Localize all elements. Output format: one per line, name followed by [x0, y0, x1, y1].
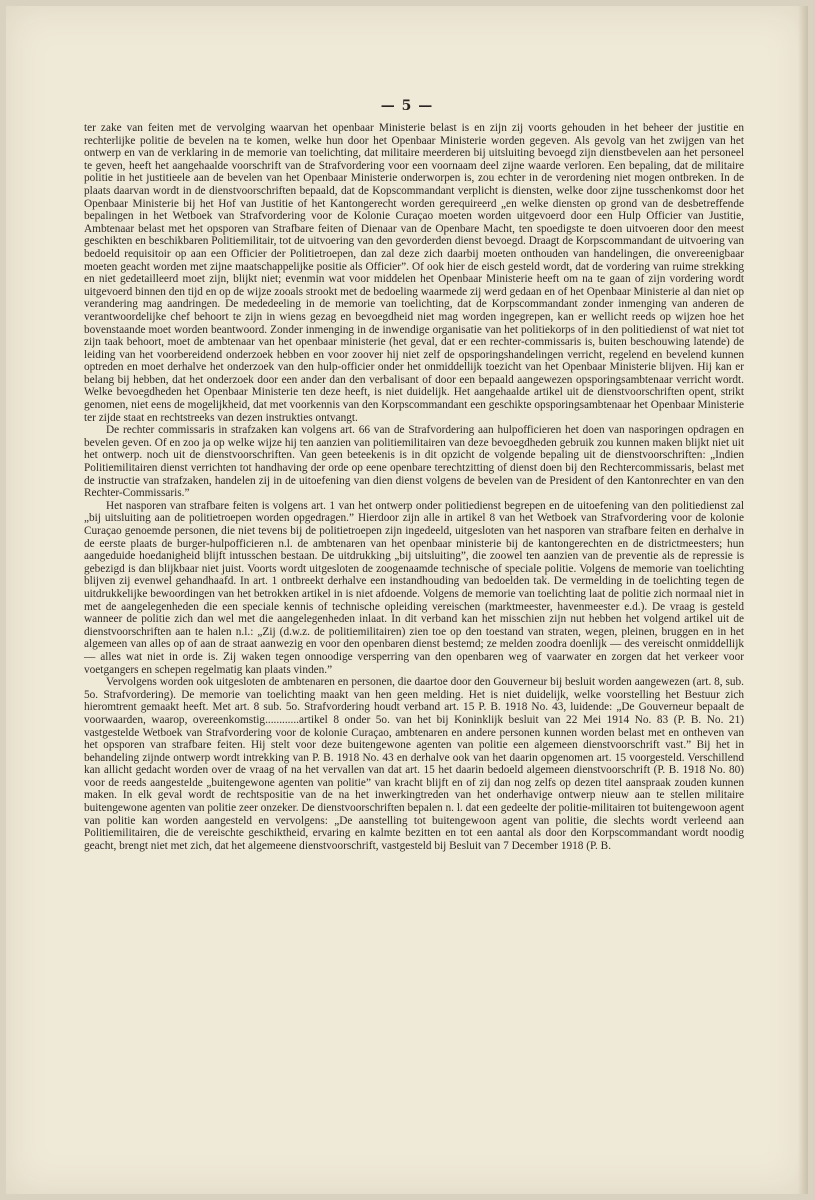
- paragraph-continuation: ter zake van feiten met de vervolging waarvan het openbaar Ministerie belast is en zijn zij voorts gehouden in het beheer der justitie en rechterlijke politie de bevelen na te komen, welke hun door het Openbaar Ministerie worden gegeven. Als gevolg van het zwijgen van het ontwerp en van de verklaring in de memorie van toelichting, dat militaire meerderen bij uitsluiting bevoegd zijn dienstbevelen aan het personeel te geven, heeft het aangehaalde voorschrift van de Strafvordering voor een voornaam deel zijne waarde verloren. Een bepaling, dat de militaire politie in het justitieele aan de bevelen van het Openbaar Ministerie onderworpen is, zou echter in de verordening niet mogen ontbreken. In de plaats daarvan wordt in de dienstvoorschriften bepaald, dat de Kopscommandant verplicht is diensten, welke door zijne tusschenkomst door het Openbaar Ministerie bij het Hof van Justitie of het Kantongerecht worden gerequireerd „en welke diensten op grond van de desbetreffende bepalingen in het Wetboek van Strafvordering voor de Kolonie Curaçao moeten worden uitgevoerd door een Hulp Officier van Justitie, Ambtenaar belast met het opsporen van Strafbare feiten of Dienaar van de Openbare Macht, ten spoedigste te doen uitvoeren door den meest geschikten en beschikbaren Politiemilitair, tot de uitvoering van den gevorderden dienst bevoegd. Draagt de Korpscommandant de uitvoering van bedoeld requisitoir op aan een Officier der Politietroepen, dan zal deze zich daarbij moeten onthouden van handelingen, die onvereenigbaar moeten geacht worden met zijne maatschappelijke positie als Officier”. Of ook hier de eisch gesteld wordt, dat de vordering van ruime strekking en niet gedetailleerd moet zijn, blijkt niet; evenmin wat voor middelen het Openbaar Ministerie heeft om na te gaan of zijn vordering wordt uitgevoerd binnen den tijd en op de wijze zooals strookt met de bedoeling waarmede zij werd gedaan en of het Openbaar Ministerie al dan niet op verandering mag aandringen. De mededeeling in de memorie van toelichting, dat de Korpscommandant zonder inmenging van anderen de verantwoordelijke chef behoort te zijn in wiens gezag en bevoegdheid niet mag worden ingegrepen, kan er wellicht reeds op wijzen hoe het bovenstaande moet worden beantwoord. Zonder inmenging in de inwendige organisatie van het politiekorps of in den politiedienst of wat niet tot zijn taak behoort, moet de ambtenaar van het openbaar ministerie (het geval, dat er een rechter-commissaris is, buiten beschouwing latende) de leiding van het voorbereidend onderzoek hebben en voor zoover hij niet zelf de opsporingshandelingen verricht, regelend en bevelend kunnen optreden en moet derhalve het onderzoek van den hulp-officier onder het onmiddellijk toezicht van het Openbaar Ministerie blijven. Hij kan er belang bij hebben, dat het onderzoek door een ander dan den verbalisant of door een bepaald aangewezen opsporingsambtenaar verricht wordt. Welke bevoegdheden het Openbaar Ministerie ten deze heeft, is niet duidelijk. Het aangehaalde artikel uit de dienstvoorschriften opent, strikt genomen, niet eens de mogelijkheid, dat met voorkennis van den Korpscommandant een geschikte opsporingsambtenaar het Openbaar Ministerie ter zijde staat en rechtstreeks van dezen instrukties ontvangt.: [84, 122, 744, 424]
- paper-edge: [798, 6, 808, 1194]
- paragraph-nasporen: Het nasporen van strafbare feiten is volgens art. 1 van het ontwerp onder politiedienst begrepen en de uitoefening van den politiedienst zal „bij uitsluiting aan de politietroepen worden opgedragen.” Hierdoor zijn alle in artikel 8 van het Wetboek van Strafvordering voor de kolonie Curaçao genoemde personen, die niet tevens bij de politietroepen zijn ingedeeld, uitgesloten van het nasporen van strafbare feiten en derhalve in de eerste plaats de burger-hulpofficieren n.l. de ambtenaren van het openbaar ministerie bij de kantongerechten en de districtmeesters; hun aangeduide hoedanigheid blijft intusschen bestaan. De uitdrukking „bij uitsluiting”, die zoowel ten aanzien van de preventie als de repressie is gebezigd is dan blijkbaar niet juist. Voorts wordt uitgesloten de zoogenaamde technische of speciale politie. Volgens de memorie van toelichting blijven zij evenwel gehandhaafd. In art. 1 ontbreekt derhalve een instandhouding van bedoelden tak. De vermelding in de toelichting tegen de uitdrukkelijke bewoordingen van het betrokken artikel in is niet afdoende. Volgens de memorie van toelichting laat de politie zich normaal niet in met de aangelegenheden die een speciale kennis of technische opleiding vereischen (marktmeester, havenmeester e.d.). De vraag is gesteld wanneer de politie zich dan wel met die aangelegenheden inlaat. In dit verband kan het misschien zijn nut hebben het volgend artikel uit de dienstvoorschriften aan te halen n.l.: „Zij (d.w.z. de politiemilitairen) zien toe op den toestand van straten, wegen, pleinen, bruggen en in het algemeen van alles op of aan de straat aanwezig en voor den openbaren dienst bestemd; ze melden zoodra doenlijk — des vereischt onmiddellijk — alles wat niet in orde is. Zij waken tegen onnoodige versperring van den openbaren weg of vaarwater en zorgen dat het verkeer voor voetgangers en schepen regelmatig kan plaats vinden.”: [84, 499, 744, 676]
- paragraph-rechter-commissaris: De rechter commissaris in strafzaken kan volgens art. 66 van de Strafvordering aan hulpofficieren het doen van nasporingen opdragen en bevelen geven. Of en zoo ja op welke wijze hij ten aanzien van politiemilitairen van deze bevoegdheden gebruik zou kunnen maken blijkt niet uit het ontwerp. noch uit de dienstvoorschriften. Van geen beteekenis is in dit opzicht de volgende bepaling uit de dienstvoorschriften: „Indien Politiemilitairen dienst verrichten tot handhaving der orde op eene openbare terechtzitting of dienst doen bij den Rechtercommissaris, belast met de instructie van strafzaken, handelen zij in de uitoefening van dien dienst volgens de bevelen van de President of den Kantonrechter en van den Rechter-Commissaris.”: [84, 424, 744, 500]
- paragraph-vervolgens: Vervolgens worden ook uitgesloten de ambtenaren en personen, die daartoe door den Gouverneur bij besluit worden aangewezen (art. 8, sub. 5o. Strafvordering). De memorie van toelichting maakt van hen geen melding. Het is niet duidelijk, welke voorstelling het Bestuur zich hieromtrent gemaakt heeft. Met art. 8 sub. 5o. Strafvordering houdt verband art. 15 P. B. 1918 No. 43, luidende: „De Gouverneur bepaalt de voorwaarden, waarop, overeenkomstig............artikel 8 onder 5o. van het bij Koninklijk besluit van 22 Mei 1914 No. 83 (P. B. No. 21) vastgestelde Wetboek van Strafvordering voor de kolonie Curaçao, ambtenaren en andere personen kunnen worden belast met en ontheven van het opsporen van strafbare feiten. Hij stelt voor deze buitengewone agenten van politie een algemeen dienstvoorschrift vast.” Bij het in behandeling zijnde ontwerp wordt intrekking van P. B. 1918 No. 43 en derhalve ook van het daarin opgenomen art. 15 voorgesteld. Verschillend kan allicht gedacht worden over de vraag of na het vervallen van dat art. 15 het daarin bedoeld algemeen dienstvoorschrift (P. B. 1918 No. 80) voor de reeds aangestelde „buitengewone agenten van politie” van kracht blijft en of zij dan nog zelfs op dezen titel aanspraak zouden kunnen maken. In elk geval wordt de rechtspositie van de na het inwerkingtreden van het onderhavige ontwerp nieuw aan te stellen militaire buitengewone agenten van politie zeer onzeker. De dienstvoorschriften bepalen n. l. dat een gedeelte der politie-militairen tot buitengewoon agent van politie kan worden aangesteld en vervolgens: „De aanstelling tot buitengewoon agent van politie, die slechts wordt verleend aan Politiemilitairen, die de vereischte geschiktheid, ervaring en kalmte bezitten en tot een aantal als door den Korpscommandant wordt noodig geacht, brengt niet met zich, dat het algemeene dienstvoorschrift, vastgesteld bij Besluit van 7 December 1918 (P. B.: [84, 676, 744, 852]
- document-page: [6, 6, 808, 1194]
- page-number: — 5 —: [380, 98, 434, 114]
- body-text: [84, 122, 744, 852]
